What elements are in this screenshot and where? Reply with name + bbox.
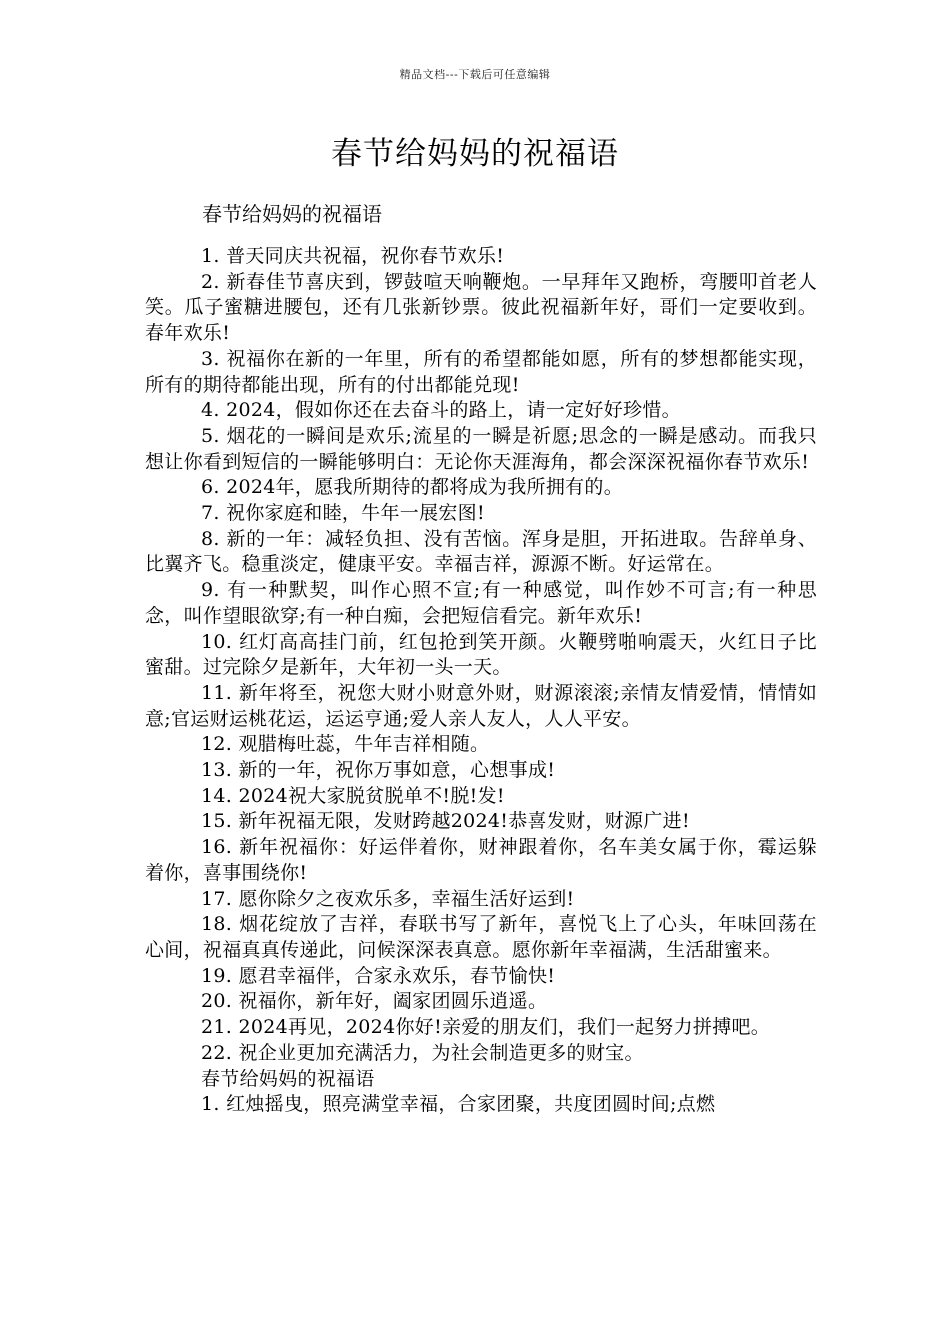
list-item: 19. 愿君幸福伴，合家永欢乐，春节愉快!: [201, 964, 556, 987]
list-item: 15. 新年祝福无限，发财跨越2024!恭喜发财，财源广进!: [201, 810, 690, 833]
list-item: 22. 祝企业更加充满活力，为社会制造更多的财宝。: [201, 1041, 644, 1064]
section-heading: 春节给妈妈的祝福语: [201, 1067, 375, 1090]
list-item: 13. 新的一年，祝你万事如意，心想事成!: [201, 759, 556, 782]
list-item: 4. 2024，假如你还在去奋斗的路上，请一定好好珍惜。: [201, 399, 681, 422]
list-item: 12. 观腊梅吐蕊，牛年吉祥相随。: [201, 733, 490, 756]
document-title: 春节给妈妈的祝福语: [331, 136, 619, 172]
list-item: 14. 2024祝大家脱贫脱单不!脱!发!: [201, 784, 505, 807]
section-subtitle: 春节给妈妈的祝福语: [202, 202, 382, 226]
list-item: 1. 普天同庆共祝福，祝你春节欢乐!: [201, 245, 505, 267]
list-item: 16. 新年祝福你：好运伴着你，财神跟着你，名车美女属于你，霉运躲着你，喜事围绕你!: [145, 836, 817, 884]
list-item: 8. 新的一年：减轻负担、没有苦恼。浑身是胆，开拓进取。告辞单身、比翼齐飞。稳重淡定，健康平安。幸福吉祥，源源不断。好运常在。: [145, 527, 817, 576]
list-item: 1. 红烛摇曳，照亮满堂幸福，合家团聚，共度团圆时间;点燃: [201, 1093, 716, 1116]
list-item: 21. 2024再见，2024你好!亲爱的朋友们，我们一起努力拼搏吧。: [201, 1016, 771, 1039]
list-item: 17. 愿你除夕之夜欢乐多，幸福生活好运到!: [201, 887, 575, 910]
header-note: 精品文档---下载后可任意编辑: [399, 68, 551, 81]
document-body: [145, 244, 817, 1118]
list-item: 5. 烟花的一瞬间是欢乐;流星的一瞬是祈愿;思念的一瞬是感动。而我只想让你看到短信的一瞬能够明白：无论你天涯海角，都会深深祝福你春节欢乐!: [145, 424, 817, 473]
list-item: 3. 祝福你在新的一年里，所有的希望都能如愿，所有的梦想都能实现，所有的期待都能出现，所有的付出都能兑现!: [145, 347, 817, 396]
list-item: 9. 有一种默契，叫作心照不宣;有一种感觉，叫作妙不可言;有一种思念，叫作望眼欲穿;有一种白痴，会把短信看完。新年欢乐!: [145, 579, 817, 627]
list-item: 2. 新春佳节喜庆到，锣鼓喧天响鞭炮。一早拜年又跑桥，弯腰叩首老人笑。瓜子蜜糖进腰包，还有几张新钞票。彼此祝福新年好，哥们一定要收到。春年欢乐!: [145, 270, 817, 345]
list-item: 7. 祝你家庭和睦，牛年一展宏图!: [201, 502, 485, 525]
list-item: 18. 烟花绽放了吉祥，春联书写了新年，喜悦飞上了心头，年味回荡在心间，祝福真真传递此，问候深深表真意。愿你新年幸福满，生活甜蜜来。: [145, 913, 817, 961]
list-item: 20. 祝福你，新年好，阖家团圆乐逍遥。: [201, 990, 548, 1013]
list-item: 6. 2024年，愿我所期待的都将成为我所拥有的。: [201, 476, 624, 499]
list-item: 11. 新年将至，祝您大财小财意外财，财源滚滚;亲情友情爱情，情情如意;官运财运桃花运，运运亨通;爱人亲人友人，人人平安。: [145, 681, 817, 730]
list-item: 10. 红灯高高挂门前，红包抢到笑开颜。火鞭劈啪响震天，火红日子比蜜甜。过完除夕是新年，大年初一头一天。: [145, 630, 817, 679]
